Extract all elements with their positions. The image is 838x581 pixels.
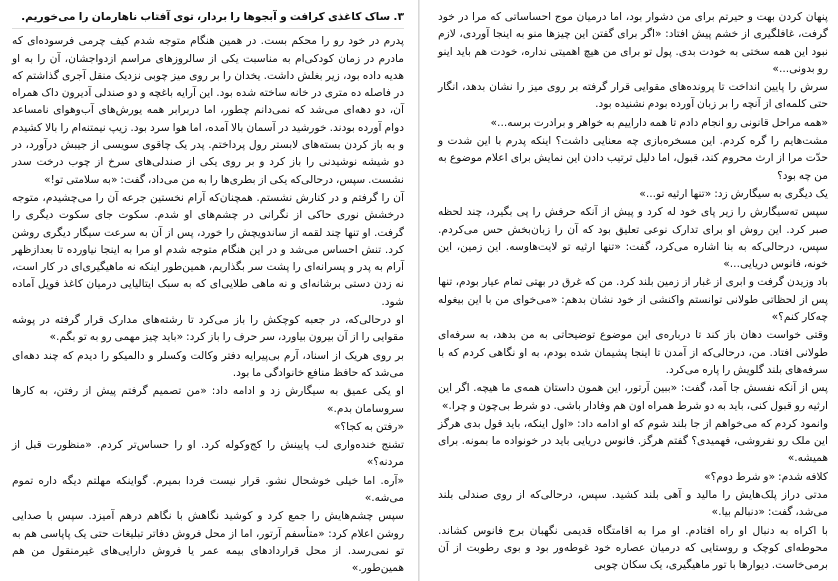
paragraph: او یکی عمیق به سیگارش زد و ادامه داد: «من تصمیم گرفتم پیش از رفتن، به کارها سروسامان بدم.» bbox=[12, 384, 404, 415]
paragraph: «آره. اما خیلی خوشحال نشو. قرار نیست فردا بمیرم. گواینکه مهلتم دیگه داره تموم می‌شه.» bbox=[12, 473, 404, 505]
heading-divider bbox=[12, 28, 404, 29]
paragraph: «همه مراحل قانونی رو انجام دادم تا همه داراییم به خواهر و برادرت برسه...» bbox=[490, 115, 828, 129]
paragraph: سرش را پایین انداخت تا پرونده‌های مقوایی قرار گرفته بر روی میز را نشان بدهد، انگار حتی کلمه‌ای از آنچه را بر زبان آورده بودم نشنیده بود. bbox=[438, 80, 828, 111]
right-page bbox=[420, 0, 838, 581]
paragraph: کلافه شدم: «و شرط دوم؟» bbox=[704, 469, 828, 483]
left-page-text bbox=[12, 8, 404, 578]
paragraph: پنهان کردن بهت و حیرتم برای من دشوار بود، اما درمیان موج احساساتی که مرا در خود گرفت، غافلگیری از خشم پیش افتاد: «اگر برای گفتن این چیزها منو به اینجا آوردی، لازم نبود این همه سختی به خودت بدی. پول تو برای من هیچ اهمیتی نداره، خودت هم باید اینو رو بدونی...» bbox=[438, 10, 828, 75]
paragraph: «رفتن به کجا؟» bbox=[333, 419, 404, 433]
paragraph: تشنج خنده‌واری لب پایینش را کج‌وکوله کرد. او را حساس‌تر کردم. «منظورت قبل از مردنه؟» bbox=[12, 438, 404, 469]
paragraph: بر روی هریک از اسناد، آرم بی‌پیرایه دفتر وکالت وکسلر و دالمیکو را دیدم که چند دهه‌ای می‌شد که حافظ منافع خانوادگی ما بود. bbox=[12, 348, 404, 379]
paragraph: یک دیگری به سیگارش زد: «تنها ارثیه تو...» bbox=[639, 186, 828, 200]
paragraph: باد وزیدن گرفت و ابری از غبار از زمین بلند کرد. من که غرق در بهتی تمام عیار بودم، تنها پس از لحظاتی طولانی توانستم واکنشی از خود نشان بدهم: «می‌خوای من با این بیغوله چه‌کار کنم؟» bbox=[438, 275, 828, 324]
paragraph: سپس ته‌سیگارش را زیر پای خود له کرد و پیش از آنکه حرفش را پی بگیرد، چند لحظه صبر کرد. این روش او برای تدارک نوعی تعلیق بود که آن را زبان‌بخش حس می‌کردم. سپس، درحالی‌که به بنا اشاره می‌کرد، گفت: «تنها ارثیه تو لایت‌هاوسه. این زمین، این خونه، فانوس دریایی...» bbox=[438, 205, 828, 271]
paragraph: او درحالی‌که، در جعبه کوچکش را باز می‌کرد تا رشته‌های مدارک قرار گرفته در پوشه مقوایی را از آن بیرون بیاورد، سر حرف را باز کرد: «باید چیز مهمی رو به تو بگم.» bbox=[12, 313, 404, 344]
paragraph: سپس چشم‌هایش را جمع کرد و کوشید نگاهش با نگاهم درهم آمیزد. سپس با صدایی روشن اعلام کرد: «متأسفم آرتور، اما از محل فروش دفاتر تبلیغات حتی یک پاپاسی هم به تو نمی‌رسد. از محل قراردادهای بیمه عمر یا فروش دارایی‌های غیرمنقول من هم همین‌طور.» bbox=[12, 509, 404, 575]
paragraph: پدرم در خود رو را محکم بست. در همین هنگام متوجه شدم کیف چرمی فرسوده‌ای که مادرم در زمان کودکی‌ام به مناسبت یکی از سالروزهای مراسم ازدواجشان، آن را به او هدیه داده بود، زیر بغلش داشت. یخدان را بر روی میز چوبی نزدیک منقل آجری گذاشتم که در فاصله ده متری در خانه ساخته شده بود. این آرایه باغچه و دو صندلی آدیرون داک همراه آن، دو دهه‌ای می‌شد که نمی‌دانم چطور، اما دربرابر همه یورش‌های آب‌وهوای نامساعد دوام آورده بودند. خورشید در آسمان بالا آمده، اما هوا سرد بود. زیپ نیمتنه‌ام را بالا کشیدم و به باز کردن بسته‌های لابستر رول پرداختم. پدر یک چاقوی سویسی از جیبش درآورد، در دو شیشه نوشیدنی را باز کرد و بر روی یکی از صندلی‌های سرخ از چوب درخت سدر نشست. سپس، درحالی‌که یکی از بطری‌ها را به من می‌داد، گفت: «به سلامتی تو!» bbox=[12, 34, 404, 186]
paragraph: وقتی خواست دهان باز کند تا درباره‌ی این موضوع توضیحاتی به من بدهد، به سرفه‌ای طولانی افتاد. من، درحالی‌که از آمدن تا اینجا پشیمان شده بودم، به او نگاهی کردم که با سرفه‌های بلند گلویش را پاره می‌کرد. bbox=[438, 328, 828, 376]
left-page bbox=[0, 0, 418, 581]
paragraph: پس از آنکه نفسش جا آمد، گفت: «ببین آرتور، این همون داستان همه‌ی ما هیچه. اگر این ارثیه رو قبول کنی، باید به دو شرط همراه اون هم وفادار باشی. دو شرط بی‌چون و چرا.» bbox=[438, 381, 828, 412]
paragraph: مدتی دراز پلک‌هایش را مالید و آهی بلند کشید. سپس، درحالی‌که از روی صندلی بلند می‌شد، گفت: «دنبالم بیا.» bbox=[438, 488, 828, 519]
right-page-text bbox=[438, 8, 828, 575]
paragraph: با اکراه به دنبال او راه افتادم. او مرا به اقامتگاه قدیمی نگهبان برج فانوس کشاند. محوطه‌ای کوچک و روستایی که درمیان عصاره خود غوطه‌ور بود و بوی رطوبت از آن برمی‌خاست. دیوارها با تور ماهیگیری، یک سکان چوبی bbox=[438, 523, 828, 572]
section-heading: ۳. ساک کاغذی کرافت و آبجوها را بردار، توی آفتاب ناهارمان را می‌خوریم. bbox=[21, 10, 404, 23]
paragraph: مشت‌هایم را گره کردم. این مسخره‌بازی چه معنایی داشت؟ اینکه پدرم با این شدت و حدّت مرا از ارث محروم کند، قبول، اما دلیل ترتیب دادن این نمایش برای اعلام موضوع به من چه بود؟ bbox=[438, 134, 828, 182]
paragraph: وانمود کردم که می‌خواهم از جا بلند شوم که او ادامه داد: «اول اینکه، باید قول بدی هرگز این ملک رو نفروشی، فهمیدی؟ گفتم هرگز. فانوس دریایی باید در خونواده ما بمونه. برای همیشه.» bbox=[438, 416, 828, 465]
paragraph: آن را گرفتم و در کنارش نشستم. همچنان‌که آرام نخستین جرعه آن را می‌چشیدم، متوجه درخشش نوری حاکی از نگرانی در چشم‌های او شدم. سکوت جای سکوت دیگری را گرفت. او تنها چند لقمه از ساندویچش را خورد، پس از آن به سرعت سیگار دیگری روشن کرد. تنش احساس می‌شد و در این هنگام متوجه شدم او مرا به اینجا نیاورده تا بعدازظهر آرام به پدر و پسرانه‌ای را پشت سر بگذاریم، همین‌طور اینکه نه ماهیگیری‌ای در کار است، نه زدن دستی برشانه‌ای و نه ماهی طلایی‌ای که به سبک ایتالیایی درمیان کاغذ فویل آماده شود. bbox=[12, 190, 404, 308]
